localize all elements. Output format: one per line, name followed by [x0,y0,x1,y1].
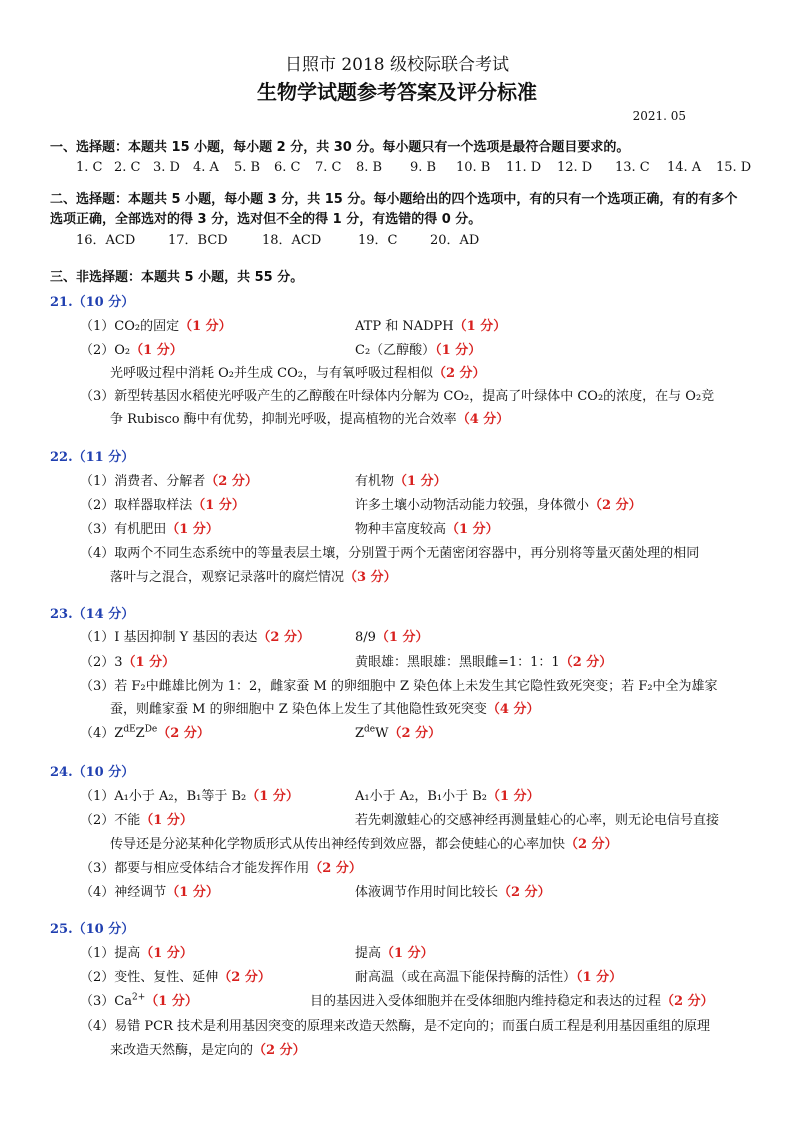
answer-text: 物种丰富度较高 [355,522,447,537]
mc-answer: 10. B [456,160,491,175]
answer-text: A₁小于 A₂，B₁小于 B₂ [355,789,487,804]
q24-answer-2b: 若先刺激蛙心的交感神经再测量蛙心的心率，则无论电信号直接 [355,813,720,828]
mc-answer: 15. D [716,160,752,175]
mc-answer: 5. B [234,160,261,175]
q24-answer-2-line2 [110,833,618,852]
mc-answer: 17．BCD [168,233,228,248]
mc-answer: 3. D [153,160,180,175]
answer-text: 有机物 [355,474,395,489]
answer-text: （2）取样器取样法 [80,498,193,513]
answer-text: （2）O₂ [80,343,131,358]
q21-answer-2a [80,339,183,358]
exam-title: 日照市 2018 级校际联合考试 [284,55,510,75]
answer-text: （4）Z [80,726,124,741]
q22-answer-2b [355,494,642,513]
q23-answer-4a [80,722,210,741]
score: （1 分） [166,522,219,537]
score: （2 分） [559,655,613,670]
q22-answer-3b [355,518,499,537]
q24-answer-1b [355,785,540,804]
q22-answer-2a [80,494,245,513]
score: （2 分） [661,994,714,1009]
score: （1 分） [381,946,434,961]
q24-answer-1a [80,785,299,804]
score: （1 分） [576,970,623,985]
q22-answer-3a [80,518,219,537]
score: （1 分） [192,498,245,513]
answer-text: 耐高温（或在高温下能保持酶的活性） [355,970,577,985]
q25-answer-4-line1: （4）易错 PCR 技术是利用基因突变的原理来改造天然酶，是不定向的；而蛋白质工程是利用基因重组的原理 [80,1019,711,1034]
q25-answer-4-line2 [110,1039,306,1058]
answer-text: 8/9 [355,630,376,645]
score: （1 分） [375,630,429,645]
score: （1 分） [166,885,219,900]
score: （1 分） [394,474,447,489]
mc-answer: 1. C [76,160,103,175]
score: （1 分） [487,789,540,804]
score: （2 分） [309,861,362,876]
mc-answer: 6. C [274,160,301,175]
section2-answers [76,229,479,248]
q22-answer-1b [355,470,447,489]
q23-answer-3-line1: （3）若 F₂中雌雄比例为 1：2，雌家蚕 M 的卵细胞中 Z 染色体上未发生其它隐性致死突变；若 F₂中全为雄家 [80,679,718,694]
q23-answer-1b [355,626,429,645]
answer-text: （1）消费者、分解者 [80,474,206,489]
q24-answer-2a [80,809,193,828]
question-24-number: 24.（10 分） [50,765,135,780]
answer-key-title: 生物学试题参考答案及评分标准 [257,80,537,104]
q22-answer-4-line1: （4）取两个不同生态系统中的等量表层土壤，分别置于两个无菌密闭容器中，再分别将等量灭菌处理的相同 [80,546,700,561]
score: （2 分） [432,366,486,381]
q25-answer-3b [310,990,714,1009]
answer-text: （1）CO₂的固定 [80,319,180,334]
score: （2 分） [218,970,271,985]
q25-answer-1a [80,942,193,961]
q21-answer-1b [355,315,506,334]
answer-text: 许多土壤小动物活动能力较强，身体微小 [355,498,590,513]
score: （2 分） [157,726,210,741]
mc-answer: 8. B [356,160,383,175]
q23-answer-2a [80,651,175,670]
score: （2 分） [388,726,442,741]
mc-answer: 20．AD [430,233,480,248]
q21-answer-2b [355,339,481,358]
q23-answer-1a [80,626,310,645]
question-25-number: 25.（10 分） [50,922,135,937]
q24-answer-4a [80,881,219,900]
answer-text: Z [355,726,365,741]
answer-text: （3）都要与相应受体结合才能发挥作用 [80,861,310,876]
score: （1 分） [179,319,232,334]
mc-answer: 16．ACD [76,233,136,248]
answer-text: 蚕，则雌家蚕 M 的卵细胞中 Z 染色体上发生了其他隐性致死突变 [110,702,487,717]
answer-text: 争 Rubisco 酶中有优势，抑制光呼吸，提高植物的光合效率 [110,412,457,427]
answer-text: Z [135,726,145,741]
q25-answer-3a [80,990,198,1009]
q21-answer-1a [80,315,232,334]
superscript: 2+ [131,992,146,1003]
answer-text: C₂（乙醇酸） [355,343,436,358]
score: （2 分） [565,837,618,852]
mc-answer: 18．ACD [262,233,322,248]
superscript: De [144,724,158,735]
answer-text: 体液调节作用时间比较长 [355,885,499,900]
score: （1 分） [145,994,198,1009]
answer-text: （4）神经调节 [80,885,167,900]
answer-text: 目的基因进入受体细胞并在受体细胞内维持稳定和表达的过程 [310,994,662,1009]
score: （4 分） [486,702,540,717]
question-23-number: 23.（14 分） [50,607,135,622]
answer-text: ATP 和 NADPH [355,319,454,334]
score: （2 分） [253,1043,306,1058]
mc-answer: 11. D [506,160,542,175]
answer-text: （3）Ca [80,994,132,1009]
mc-answer: 2. C [114,160,141,175]
score: （1 分） [435,343,482,358]
question-22-number: 22.（11 分） [50,450,135,465]
mc-answer: 4. A [193,160,219,175]
q22-answer-1a [80,470,258,489]
q22-answer-4-line2 [110,566,397,585]
mc-answer: 14. A [667,160,702,175]
score: （1 分） [122,655,176,670]
section1-heading: 一、选择题：本题共 15 小题，每小题 2 分，共 30 分。每小题只有一个选项是最符合题目要求的。 [50,140,630,155]
answer-text: （2）变性、复性、延伸 [80,970,219,985]
q23-answer-4b [355,722,441,741]
answer-text: 光呼吸过程中消耗 O₂并生成 CO₂，与有氧呼吸过程相似 [110,366,433,381]
superscript: de [364,724,376,735]
score: （1 分） [446,522,499,537]
score: （4 分） [456,412,510,427]
answer-text: 提高 [355,946,382,961]
score: （2 分） [589,498,642,513]
score: （1 分） [140,946,193,961]
mc-answer: 13. C [615,160,650,175]
answer-text: 落叶与之混合，观察记录落叶的腐烂情况 [110,570,345,585]
answer-text: （1）A₁小于 A₂，B₁等于 B₂ [80,789,247,804]
answer-text: （2）3 [80,655,123,670]
q24-answer-4b [355,881,551,900]
answer-text: 来改造天然酶，是定向的 [110,1043,254,1058]
q21-answer-2c [110,362,486,381]
score: （1 分） [140,813,193,828]
section3-heading: 三、非选择题：本题共 5 小题，共 55 分。 [50,270,304,285]
q23-answer-3-line2 [110,698,539,717]
score: （3 分） [344,570,397,585]
score: （1 分） [453,319,507,334]
answer-text: （3）有机肥田 [80,522,167,537]
answer-text: 黄眼雄：黑眼雄：黑眼雌=1：1：1 [355,655,560,670]
mc-answer: 7. C [315,160,342,175]
q23-answer-2b [355,651,612,670]
score: （2 分） [257,630,310,645]
answer-text: （1）I 基因抑制 Y 基因的表达 [80,630,258,645]
score: （1 分） [246,789,299,804]
score: （1 分） [130,343,183,358]
mc-answer: 12. D [557,160,593,175]
answer-text: 传导还是分泌某种化学物质形式从传出神经传到效应器，都会使蛙心的心率加快 [110,837,566,852]
mc-answer: 9. B [410,160,437,175]
score: （2 分） [498,885,551,900]
q21-answer-3-line1: （3）新型转基因水稻使光呼吸产生的乙醇酸在叶绿体内分解为 CO₂，提高了叶绿体中 CO₂的浓度，在与 O₂竞 [80,389,715,404]
answer-text: W [375,726,389,741]
question-21-number: 21.（10 分） [50,295,135,310]
q25-answer-1b [355,942,434,961]
q25-answer-2a [80,966,271,985]
q24-answer-3 [80,857,362,876]
score: （2 分） [205,474,258,489]
mc-answer: 19．C [358,233,398,248]
section2-heading: 二、选择题：本题共 5 小题，每小题 3 分，共 15 分。每小题给出的四个选项中，有的只有一个选项正确，有的有多个选项正确，全部选对的得 3 分，选对但不全的得 1 分，有选错的得 0 分。 [50,192,738,227]
q21-answer-3-line2 [110,408,509,427]
section1-answers [76,160,751,175]
answer-text: （1）提高 [80,946,141,961]
answer-text: （2）不能 [80,813,141,828]
exam-date: 2021. 05 [632,109,686,123]
superscript: dE [123,724,136,735]
q25-answer-2b [355,966,622,985]
